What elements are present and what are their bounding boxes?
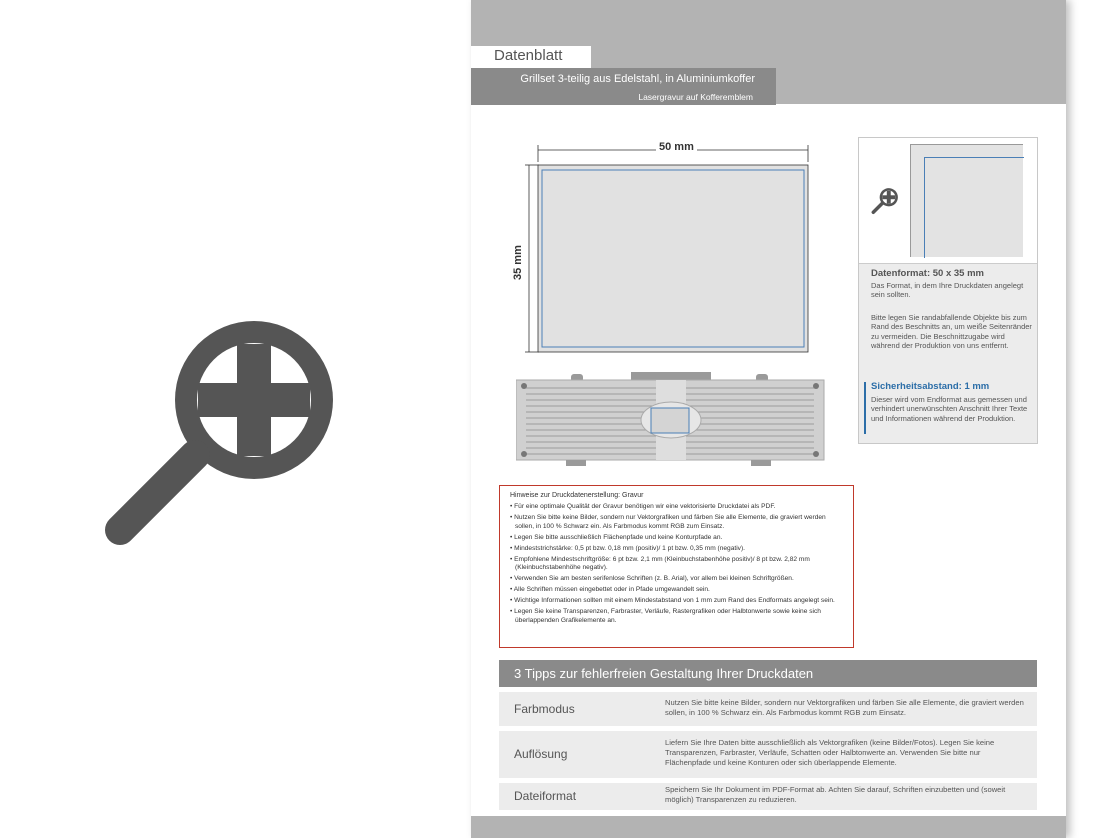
bleed-text: Bitte legen Sie randabfallende Objekte bis zum Rand des Beschnitts an, um weiße Seitenränder zu vermeiden. Die Beschnittzugabe wird während der Produktion von uns entfernt. xyxy=(871,313,1032,350)
format-text: Das Format, in dem Ihre Druckdaten angelegt sein sollten. xyxy=(871,281,1024,300)
tip-text: Liefern Sie Ihre Daten bitte ausschließlich als Vektorgrafiken (keine Bilder/Fotos). Legen Sie keine Transparenzen, Farbraster, Verläufe, Schatten oder Halbtonwerte an. Verwenden Sie bitte nur Flächenpfade und keine Konturen oder sich überlappende Elemente. xyxy=(665,738,995,767)
zoom-in-icon[interactable] xyxy=(100,315,360,550)
tip-row-aufloesung xyxy=(499,731,1037,778)
safe-distance-text: Dieser wird vom Endformat aus gemessen und verhindert unerwünschten Anschnitt Ihrer Texte und Informationen während der Produktion. xyxy=(871,395,1028,423)
tip-row-farbmodus xyxy=(499,692,1037,726)
corner-thumbnail xyxy=(910,144,1023,257)
tips-title: 3 Tipps zur fehlerfreien Gestaltung Ihrer Druckdaten xyxy=(514,666,814,681)
product-banner xyxy=(471,68,776,105)
format-title: Datenformat: 50 x 35 mm xyxy=(871,268,984,279)
product-title: Grillset 3-teilig aus Edelstahl, in Aluminiumkoffer xyxy=(520,73,755,85)
list-item: • Alle Schriften müssen eingebettet oder in Pfade umgewandelt sein. xyxy=(510,586,845,595)
safe-distance-title: Sicherheitsabstand: 1 mm xyxy=(871,381,990,392)
product-subtitle: Lasergravur auf Kofferemblem xyxy=(638,92,753,102)
list-item: • Mindeststrichstärke: 0,5 pt bzw. 0,18 mm (positiv)/ 1 pt bzw. 0,35 mm (negativ). xyxy=(510,545,845,554)
engraving-hints xyxy=(499,485,854,648)
safe-zone-accent xyxy=(864,382,866,434)
tip-label: Auflösung xyxy=(514,747,568,761)
aluminium-case-illustration xyxy=(516,372,826,468)
list-item: • Nutzen Sie bitte keine Bilder, sondern nur Vektorgrafiken und färben Sie alle Elemente, die graviert werden sollen, in 100 % Schwarz ein. Als Farbmodus kommt RGB zum Einsatz. xyxy=(510,514,845,531)
format-info-panel xyxy=(858,137,1038,444)
bleed-preview xyxy=(859,138,1037,264)
list-item: • Legen Sie keine Transparenzen, Farbraster, Verläufe, Rastergrafiken oder Halbtonwerte sowie keine sich überlappenden Grafikelemente an. xyxy=(510,608,845,625)
list-item: • Verwenden Sie am besten serifenlose Schriften (z. B. Arial), vor allem bei kleinen Schriftgrößen. xyxy=(510,575,845,584)
tip-row-dateiformat xyxy=(499,783,1037,810)
tip-text: Nutzen Sie bitte keine Bilder, sondern nur Vektorgrafiken und färben Sie alle Elemente, die graviert werden sollen, in 100 % Schwarz ein. Als Farbmodus kommt RGB zum Einsatz. xyxy=(665,698,1024,717)
width-label: 50 mm xyxy=(656,141,697,153)
hints-list xyxy=(510,503,845,628)
datasheet-tab xyxy=(471,46,591,68)
tip-label: Dateiformat xyxy=(514,789,577,803)
tips-header xyxy=(499,660,1037,687)
list-item: • Legen Sie bitte ausschließlich Flächenpfade und keine Konturpfade an. xyxy=(510,534,845,543)
format-drawing xyxy=(521,140,821,360)
list-item: • Empfohlene Mindestschriftgröße: 6 pt bzw. 2,1 mm (Kleinbuchstabenhöhe positiv)/ 8 pt bzw. 2,82 mm (Kleinbuchstabenhöhe negativ). xyxy=(510,556,845,573)
hints-title: Hinweise zur Druckdatenerstellung: Gravur xyxy=(510,492,644,499)
height-label: 35 mm xyxy=(512,245,524,280)
zoom-in-icon[interactable] xyxy=(871,186,901,216)
list-item: • Wichtige Informationen sollten mit einem Mindestabstand von 1 mm zum Rand des Endformats angelegt sein. xyxy=(510,597,845,606)
datasheet-page xyxy=(471,0,1066,838)
tip-label: Farbmodus xyxy=(514,702,575,716)
tip-text: Speichern Sie Ihr Dokument im PDF-Format ab. Achten Sie darauf, Schriften einzubetten und (soweit möglich) Transparenzen zu reduzieren. xyxy=(665,785,1006,804)
datasheet-title: Datenblatt xyxy=(494,47,563,64)
list-item: • Für eine optimale Qualität der Gravur benötigen wir eine vektorisierte Druckdatei als PDF. xyxy=(510,503,845,512)
page-footer xyxy=(471,816,1066,838)
